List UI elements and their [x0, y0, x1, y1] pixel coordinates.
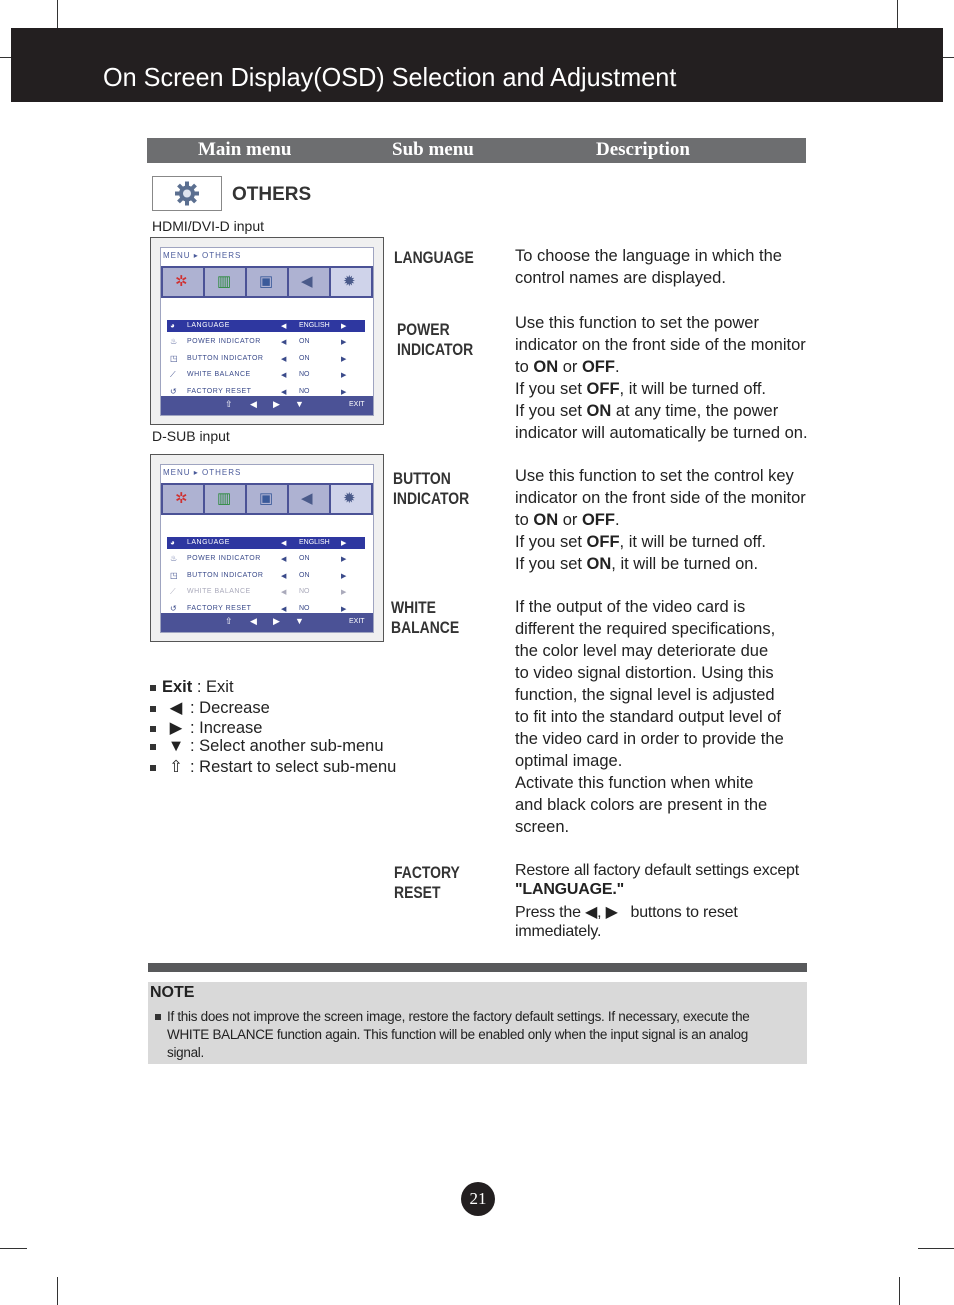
display-icon: ▣ [259, 273, 274, 290]
speaker-icon: ◀ [301, 490, 313, 507]
power-icon: ♨ [170, 337, 178, 346]
note-title: NOTE [150, 984, 195, 1001]
osd-row-power-indicator: ♨ POWER INDICATOR ◀ ON ▶ [170, 554, 347, 563]
crop-mark [899, 1277, 900, 1305]
legend-increase: ▶ : Increase [150, 718, 262, 738]
desc-power-indicator: Use this function to set the power indicator on the front side of the monitor to ON or OFF. If you set OFF, it will be turned off. If you set ON at any time, the power indicator will automatically be turned on. [515, 314, 808, 442]
osd-row-white-balance: ⟋ WHITE BALANCE ◀ NO ▶ [170, 370, 347, 379]
color-bars-icon: ▥ [217, 273, 232, 290]
return-icon: ⇧ [225, 616, 233, 626]
submenu-button-indicator: BUTTON INDICATOR [393, 469, 470, 508]
osd-tab-display [247, 485, 288, 513]
submenu-power-indicator: POWER INDICATOR [397, 320, 474, 359]
osd-tab-picture [163, 485, 204, 513]
crop-mark [897, 0, 898, 28]
down-arrow-icon: ▼ [295, 616, 304, 626]
return-icon: ⇧ [169, 758, 183, 776]
osd-tab-others [331, 485, 372, 513]
graph-icon: ⟋ [170, 370, 176, 379]
column-description: Description [596, 139, 690, 160]
osd-breadcrumb: MENU ▸ OTHERS [163, 251, 242, 260]
osd-row-button-indicator: ◳ BUTTON INDICATOR ◀ ON ▶ [170, 571, 347, 580]
display-icon: ▣ [259, 490, 274, 507]
submenu-language: LANGUAGE [394, 248, 474, 267]
crop-mark [57, 0, 58, 28]
osd-screenshot-dsub [150, 454, 384, 642]
button-icon: ◳ [170, 354, 178, 363]
note-text: If this does not improve the screen image, restore the factory default settings. If necessary, execute the WHITE BALANCE function again. This function will be enabled only when the input signal is an analog signal. [167, 1009, 750, 1060]
osd-row-button-indicator: ◳ BUTTON INDICATOR ◀ ON ▶ [170, 354, 347, 363]
left-arrow-icon: ◀ [250, 616, 257, 626]
osd-breadcrumb: MENU ▸ OTHERS [163, 468, 242, 477]
down-arrow-icon: ▼ [167, 737, 185, 755]
submenu-white-balance: WHITE BALANCE [391, 598, 460, 637]
osd-exit-label: EXIT [349, 618, 365, 625]
reset-icon: ↺ [170, 604, 177, 613]
others-icon-box [152, 176, 222, 211]
page-title: On Screen Display(OSD) Selection and Adjustment [103, 62, 677, 92]
desc-button-indicator: Use this function to set the control key indicator on the front side of the monitor to ON or OFF. If you set OFF, it will be turned off. If you set ON, it will be turned on. [515, 467, 806, 573]
osd-tab-color [205, 485, 246, 513]
column-main-menu: Main menu [198, 139, 292, 160]
osd-row-language: ◕ LANGUAGE ◀ ENGLISH ▶ [167, 537, 365, 549]
power-icon: ♨ [170, 554, 178, 563]
osd-tab-display [247, 268, 288, 296]
desc-language: To choose the language in which the control names are displayed. [515, 247, 782, 287]
legend-restart: ⇧ : Restart to select sub-menu [150, 757, 396, 777]
crop-mark [918, 1248, 954, 1249]
graph-icon: ⟋ [170, 587, 176, 596]
osd-footer [161, 396, 373, 415]
crop-mark [0, 1248, 27, 1249]
page-number: 21 [461, 1182, 495, 1216]
left-arrow-icon: ◀ [169, 699, 183, 717]
globe-icon: ◕ [170, 538, 175, 547]
left-arrow-icon: ◀ [585, 904, 598, 921]
osd-row-factory-reset: ↺ FACTORY RESET ◀ NO ▶ [170, 604, 347, 613]
crop-mark [0, 57, 11, 58]
legend-select: ▼ : Select another sub-menu [150, 737, 384, 756]
return-icon: ⇧ [225, 399, 233, 409]
gear-icon [153, 177, 221, 210]
submenu-factory-reset: FACTORY RESET [394, 863, 460, 902]
osd-row-factory-reset: ↺ FACTORY RESET ◀ NO ▶ [170, 387, 347, 396]
osd-frame [160, 464, 374, 633]
osd-screenshot-hdmi [150, 237, 384, 425]
button-icon: ◳ [170, 571, 178, 580]
dsub-input-caption: D-SUB input [152, 428, 230, 444]
gear-icon: ✹ [343, 490, 356, 507]
gear-icon: ✹ [343, 273, 356, 290]
note-divider [148, 963, 807, 972]
osd-row-power-indicator: ♨ POWER INDICATOR ◀ ON ▶ [170, 337, 347, 346]
color-bars-icon: ▥ [217, 490, 232, 507]
desc-factory-reset: Restore all factory default settings except "LANGUAGE." Press the ◀, ▶ buttons to reset immediately. [515, 862, 799, 940]
osd-frame [160, 247, 374, 416]
desc-white-balance: If the output of the video card is different the required specifications, the color level may deteriorate due to video signal distortion. Using this function, the signal level is adjusted to fit into the standard output level of the video card in order to provide the optimal image. Activate this function when white and black colors are present in the screen. [515, 598, 784, 836]
osd-tab-sound [289, 268, 330, 296]
legend-exit: Exit : Exit [150, 678, 234, 697]
down-arrow-icon: ▼ [295, 399, 304, 409]
right-arrow-icon: ▶ [169, 719, 183, 737]
column-sub-menu: Sub menu [392, 139, 474, 160]
osd-tab-bar [161, 483, 373, 515]
section-title: OTHERS [232, 184, 312, 205]
brightness-icon: ✲ [175, 490, 188, 507]
osd-tab-bar [161, 266, 373, 298]
osd-row-language: ◕ LANGUAGE ◀ ENGLISH ▶ [167, 320, 365, 332]
osd-row-white-balance: ⟋ WHITE BALANCE ◀ NO ▶ [170, 587, 347, 596]
osd-tab-picture [163, 268, 204, 296]
right-arrow-icon: ▶ [605, 904, 618, 921]
speaker-icon: ◀ [301, 273, 313, 290]
crop-mark [943, 57, 954, 58]
note-bullet [155, 1014, 161, 1020]
globe-icon: ◕ [170, 321, 175, 330]
osd-tab-others [331, 268, 372, 296]
hdmi-input-caption: HDMI/DVI-D input [152, 218, 265, 234]
right-arrow-icon: ▶ [273, 616, 280, 626]
osd-exit-label: EXIT [349, 401, 365, 408]
brightness-icon: ✲ [175, 273, 188, 290]
right-arrow-icon: ▶ [273, 399, 280, 409]
osd-footer [161, 613, 373, 632]
column-header-bar [147, 138, 806, 163]
legend-decrease: ◀ : Decrease [150, 698, 270, 718]
crop-mark [57, 1277, 58, 1305]
left-arrow-icon: ◀ [250, 399, 257, 409]
osd-tab-sound [289, 485, 330, 513]
osd-tab-color [205, 268, 246, 296]
reset-icon: ↺ [170, 387, 177, 396]
